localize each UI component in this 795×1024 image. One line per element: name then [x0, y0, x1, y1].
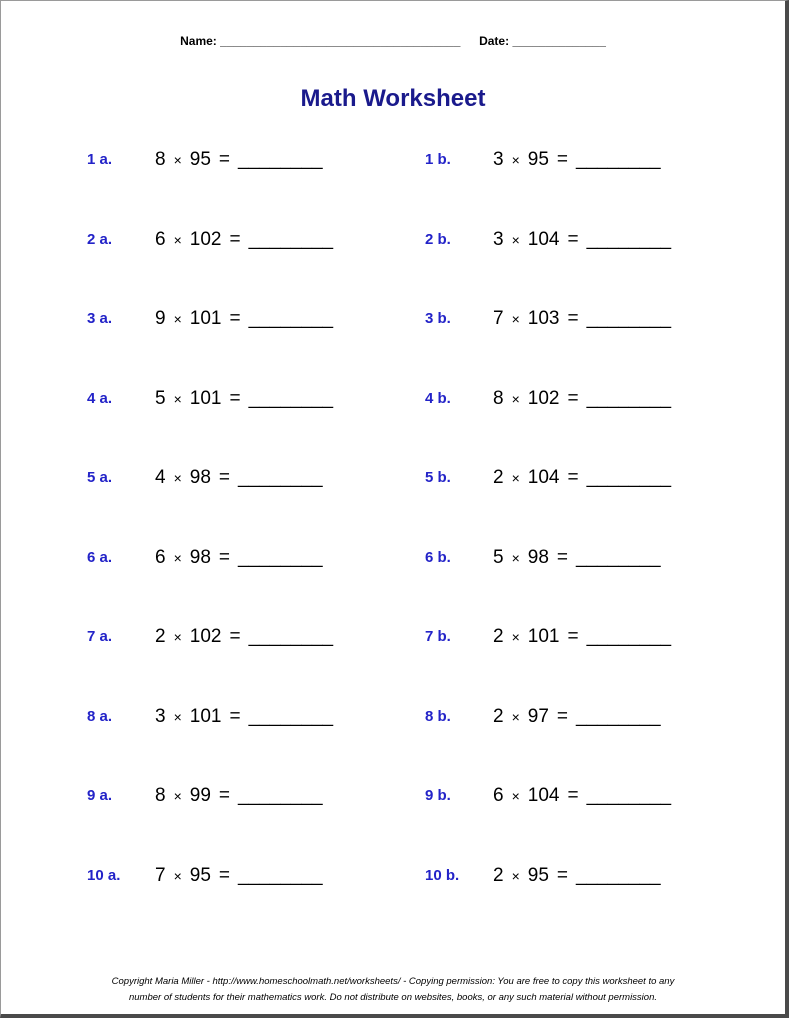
equals-sign: = [218, 467, 231, 488]
problem-item [87, 626, 407, 656]
problem-label: 3 b. [425, 310, 451, 327]
equals-sign: = [229, 387, 241, 409]
answer-blank[interactable]: ________ [238, 546, 323, 568]
equals-sign: = [556, 705, 569, 727]
factor-a: 7 [493, 308, 504, 329]
problem-expression [155, 785, 323, 807]
equals-sign: = [229, 228, 241, 250]
factor-b: 102 [527, 387, 560, 409]
name-blank: ____________________________________ [220, 34, 461, 48]
problem-expression [155, 547, 323, 569]
equals-sign: = [556, 149, 569, 170]
problem-expression [493, 388, 671, 410]
factor-a: 3 [493, 149, 504, 170]
problem-label: 3 a. [87, 310, 113, 327]
answer-blank[interactable]: ________ [586, 387, 672, 409]
equals-sign: = [218, 546, 231, 568]
problem-label: 6 a. [87, 548, 113, 566]
factor-b: 95 [189, 864, 211, 886]
header [1, 34, 785, 48]
problem-label: 8 b. [425, 707, 451, 725]
problem-label: 4 b. [425, 389, 451, 407]
footer-line-2: number of students for their mathematics work. Do not distribute on websites, books, or any such material without permission. [128, 992, 657, 1003]
problem-label: 2 b. [425, 230, 451, 248]
date-label: Date: [479, 34, 510, 48]
answer-blank[interactable]: ________ [576, 864, 661, 886]
problem-label: 10 b. [425, 866, 460, 884]
factor-b: 97 [527, 705, 549, 727]
factor-a: 8 [155, 149, 166, 170]
answer-blank[interactable]: ________ [576, 546, 661, 568]
times-sign: × [511, 708, 520, 725]
problem-item [87, 229, 407, 259]
problem-expression [493, 626, 671, 648]
times-sign: × [511, 390, 520, 407]
problem-item [87, 706, 407, 736]
factor-a: 9 [155, 308, 166, 329]
problem-label: 10 a. [87, 866, 121, 884]
factor-b: 101 [527, 626, 560, 647]
problem-item [87, 785, 407, 815]
equals-sign: = [556, 546, 569, 568]
factor-a: 2 [155, 626, 166, 647]
equals-sign: = [218, 149, 231, 170]
factor-b: 102 [189, 228, 222, 250]
problem-item [87, 308, 407, 338]
problem-label: 7 b. [425, 628, 451, 645]
factor-b: 101 [189, 705, 222, 727]
problem-expression [155, 626, 333, 648]
problem-item [425, 706, 745, 736]
equals-sign: = [218, 785, 231, 806]
problem-expression [493, 785, 671, 807]
factor-a: 2 [493, 626, 504, 647]
problem-item [425, 785, 745, 815]
times-sign: × [173, 390, 182, 407]
factor-b: 98 [189, 467, 211, 488]
problem-expression [493, 467, 671, 489]
problem-item [425, 388, 745, 418]
problem-label: 1 b. [425, 151, 451, 168]
problem-expression [493, 547, 661, 569]
factor-a: 6 [155, 546, 166, 568]
problem-expression [493, 149, 661, 171]
answer-blank[interactable]: ________ [238, 467, 323, 488]
problem-item [425, 308, 745, 338]
factor-b: 103 [527, 308, 560, 329]
factor-a: 4 [155, 467, 166, 488]
answer-blank[interactable]: ________ [248, 705, 334, 727]
answer-blank[interactable]: ________ [238, 149, 323, 170]
factor-a: 3 [155, 705, 166, 727]
factor-b: 98 [527, 546, 549, 568]
times-sign: × [173, 231, 182, 248]
factor-a: 7 [155, 864, 166, 886]
problem-expression [493, 706, 661, 728]
answer-blank[interactable]: ________ [586, 467, 672, 488]
answer-blank[interactable]: ________ [248, 308, 334, 329]
factor-a: 6 [155, 228, 166, 250]
answer-blank[interactable]: ________ [576, 149, 661, 170]
factor-a: 2 [493, 705, 504, 727]
problem-label: 5 b. [425, 469, 451, 486]
answer-blank[interactable]: ________ [248, 626, 334, 647]
name-label: Name: [180, 34, 217, 48]
factor-b: 98 [189, 546, 211, 568]
answer-blank[interactable]: ________ [576, 705, 661, 727]
problem-item [425, 149, 745, 179]
problem-expression [155, 308, 333, 330]
times-sign: × [511, 788, 520, 804]
problem-item [425, 865, 745, 895]
factor-b: 102 [189, 626, 222, 647]
answer-blank[interactable]: ________ [238, 864, 323, 886]
times-sign: × [173, 311, 182, 327]
times-sign: × [511, 867, 520, 884]
equals-sign: = [556, 864, 569, 886]
problem-label: 2 a. [87, 230, 113, 248]
times-sign: × [173, 629, 182, 645]
times-sign: × [173, 867, 182, 884]
answer-blank[interactable]: ________ [586, 308, 672, 329]
problem-expression [155, 865, 323, 887]
factor-b: 104 [527, 785, 560, 806]
factor-b: 95 [189, 149, 211, 170]
factor-b: 101 [189, 308, 222, 329]
problem-expression [155, 149, 323, 171]
factor-b: 101 [189, 387, 222, 409]
equals-sign: = [567, 308, 579, 329]
times-sign: × [173, 152, 182, 168]
factor-a: 2 [493, 467, 504, 488]
factor-b: 95 [527, 149, 549, 170]
equals-sign: = [567, 785, 579, 806]
times-sign: × [511, 152, 520, 168]
answer-blank[interactable]: ________ [586, 228, 672, 250]
problem-expression [155, 706, 333, 728]
equals-sign: = [218, 864, 231, 886]
factor-a: 3 [493, 228, 504, 250]
problem-expression [493, 229, 671, 251]
factor-a: 5 [493, 546, 504, 568]
problem-item [87, 865, 407, 895]
problem-item [425, 229, 745, 259]
problem-item [87, 467, 407, 497]
problem-item [87, 149, 407, 179]
problem-label: 5 a. [87, 469, 113, 486]
times-sign: × [511, 311, 520, 327]
factor-a: 8 [155, 785, 166, 806]
times-sign: × [173, 549, 182, 566]
date-blank: ______________ [512, 34, 606, 48]
factor-b: 104 [527, 228, 560, 250]
answer-blank[interactable]: ________ [248, 228, 334, 250]
equals-sign: = [229, 626, 241, 647]
times-sign: × [511, 549, 520, 566]
problem-expression [493, 865, 661, 887]
problem-label: 1 a. [87, 151, 113, 168]
factor-a: 8 [493, 387, 504, 409]
times-sign: × [511, 231, 520, 248]
problem-label: 7 a. [87, 628, 113, 645]
answer-blank[interactable]: ________ [238, 785, 323, 806]
footer-line-1: Copyright Maria Miller - http://www.homeschoolmath.net/worksheets/ - Copying permission: You are free to copy this worksheet to any [111, 976, 675, 987]
problem-label: 9 a. [87, 787, 113, 804]
times-sign: × [173, 470, 182, 486]
equals-sign: = [229, 705, 241, 727]
factor-a: 5 [155, 387, 166, 409]
equals-sign: = [567, 387, 579, 409]
page-title: Math Worksheet [300, 85, 486, 112]
times-sign: × [511, 629, 520, 645]
factor-b: 95 [527, 864, 549, 886]
problem-item [425, 547, 745, 577]
problem-item [87, 547, 407, 577]
problem-expression [155, 467, 323, 489]
factor-b: 99 [189, 785, 211, 806]
equals-sign: = [567, 228, 579, 250]
times-sign: × [511, 470, 520, 486]
problem-expression [493, 308, 671, 330]
problem-label: 8 a. [87, 707, 113, 725]
problem-expression [155, 229, 333, 251]
answer-blank[interactable]: ________ [248, 387, 334, 409]
problem-item [425, 467, 745, 497]
problem-expression [155, 388, 333, 410]
copyright-footer [1, 974, 785, 1006]
problem-label: 6 b. [425, 548, 451, 566]
factor-a: 6 [493, 785, 504, 806]
problem-item [425, 626, 745, 656]
problem-item [87, 388, 407, 418]
answer-blank[interactable]: ________ [586, 626, 672, 647]
factor-a: 2 [493, 864, 504, 886]
answer-blank[interactable]: ________ [586, 785, 672, 806]
equals-sign: = [229, 308, 241, 329]
problem-label: 4 a. [87, 389, 113, 407]
equals-sign: = [567, 467, 579, 488]
factor-b: 104 [527, 467, 560, 488]
times-sign: × [173, 788, 182, 804]
times-sign: × [173, 708, 182, 725]
equals-sign: = [567, 626, 579, 647]
problem-label: 9 b. [425, 787, 451, 804]
